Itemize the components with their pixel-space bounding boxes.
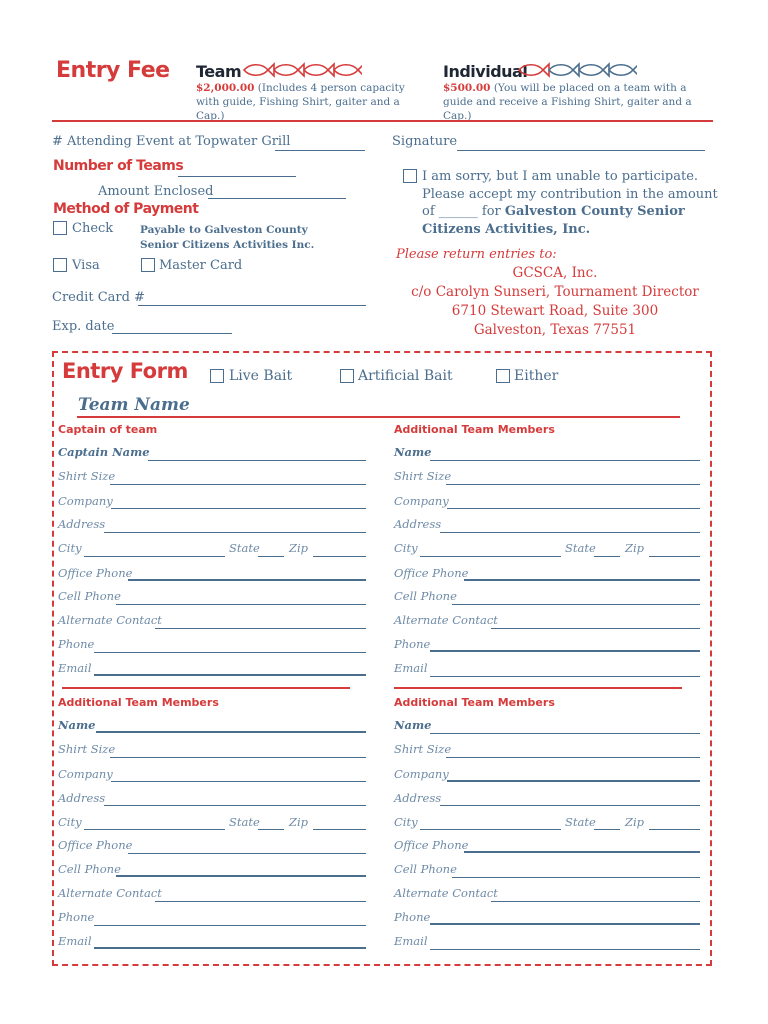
phone-field[interactable] (94, 652, 366, 653)
alternate-contact-label: Alternate Contact (394, 886, 498, 900)
cell-phone-label: Cell Phone (394, 589, 457, 603)
member-name-field[interactable] (430, 733, 700, 734)
city-label: City (58, 541, 82, 555)
city-label: City (394, 815, 418, 829)
phone-field[interactable] (430, 650, 700, 652)
cell-phone-label: Cell Phone (58, 862, 121, 876)
email-label: Email (58, 661, 92, 675)
company-label: Company (394, 767, 449, 781)
cell-phone-field[interactable] (116, 604, 366, 605)
member-name-label: Name (394, 445, 432, 459)
fish-icon (519, 64, 549, 76)
address-label: Address (394, 517, 442, 531)
office-phone-field[interactable] (464, 579, 700, 581)
state-label: State (229, 541, 260, 555)
alternate-contact-field[interactable] (491, 628, 700, 629)
credit-card-label: Credit Card # (52, 290, 145, 305)
credit-card-field[interactable] (138, 305, 366, 306)
office-phone-label: Office Phone (58, 838, 133, 852)
shirt-size-label: Shirt Size (58, 742, 116, 756)
address-field[interactable] (440, 532, 700, 533)
check-label: Check (72, 221, 114, 236)
city-field[interactable] (420, 829, 561, 830)
fish-icons-individual (517, 61, 637, 83)
company-field[interactable] (111, 508, 366, 509)
fish-icon (304, 64, 334, 76)
city-field[interactable] (420, 556, 561, 557)
either-label: Either (514, 368, 559, 384)
city-field[interactable] (84, 556, 225, 557)
live-bait-label: Live Bait (229, 368, 293, 384)
captain-name-field[interactable] (148, 460, 366, 461)
team-name-label: Team Name (78, 395, 190, 415)
number-of-teams-field[interactable] (178, 176, 296, 177)
phone-label: Phone (58, 637, 95, 651)
shirt-size-label: Shirt Size (58, 469, 116, 483)
attending-label: # Attending Event at Topwater Grill (52, 134, 291, 149)
zip-field[interactable] (313, 556, 366, 557)
zip-label: Zip (289, 815, 309, 829)
member-name-field[interactable] (96, 731, 366, 733)
zip-field[interactable] (649, 829, 700, 830)
cell-phone-label: Cell Phone (394, 862, 457, 876)
attending-field[interactable] (275, 150, 365, 151)
office-phone-field[interactable] (464, 851, 700, 853)
block-divider-right (394, 687, 682, 689)
member-name-field[interactable] (430, 460, 700, 461)
fish-icon (274, 64, 304, 76)
contribution-text: I am sorry, but I am unable to participate. Please accept my contribution in the amount of ______ for Galveston County Senior Citizens Activities, Inc. (422, 169, 718, 237)
visa-checkbox[interactable] (53, 258, 67, 272)
return-address: GCSCA, Inc. c/o Carolyn Sunseri, Tournament Director 6710 Stewart Road, Suite 300 Galveston, Texas 77551 (411, 265, 699, 338)
office-phone-label: Office Phone (58, 566, 133, 580)
alternate-contact-field[interactable] (155, 628, 366, 629)
amount-enclosed-field[interactable] (208, 198, 346, 199)
shirt-size-field[interactable] (110, 484, 366, 485)
entry-form-title: Entry Form (62, 359, 188, 383)
state-field[interactable] (258, 556, 284, 557)
either-checkbox[interactable] (496, 369, 510, 383)
team-fee-description: $2,000.00 (Includes 4 person capacity with guide, Fishing Shirt, gaiter and a Cap.) (196, 82, 405, 122)
signature-field[interactable] (457, 150, 705, 151)
phone-label: Phone (394, 637, 431, 651)
cell-phone-field[interactable] (452, 604, 700, 605)
member-heading: Additional Team Members (394, 696, 555, 709)
method-of-payment-label: Method of Payment (53, 201, 199, 217)
state-field[interactable] (594, 556, 620, 557)
shirt-size-field[interactable] (446, 757, 700, 758)
alternate-contact-label: Alternate Contact (394, 613, 498, 627)
individual-fee-description: $500.00 (You will be placed on a team with a guide and receive a Fishing Shirt, gaiter and a Cap.) (443, 82, 692, 122)
member-name-label: Name (58, 718, 96, 732)
zip-label: Zip (625, 815, 645, 829)
office-phone-field[interactable] (128, 853, 366, 854)
office-phone-label: Office Phone (394, 566, 469, 580)
block-divider-left (62, 687, 350, 689)
fish-icon (579, 64, 609, 76)
exp-date-label: Exp. date (52, 319, 115, 334)
city-label: City (394, 541, 418, 555)
member-heading: Additional Team Members (58, 696, 219, 709)
member-heading: Additional Team Members (394, 423, 555, 436)
captain-heading: Captain of team (58, 423, 158, 436)
state-field[interactable] (594, 829, 620, 830)
individual-fee-price: $500.00 (443, 82, 491, 94)
contribution-checkbox[interactable] (403, 169, 417, 183)
address-field[interactable] (104, 805, 366, 806)
email-field[interactable] (430, 676, 700, 677)
email-label: Email (58, 934, 92, 948)
company-field[interactable] (111, 781, 366, 782)
company-field[interactable] (447, 780, 700, 782)
fish-icon (244, 64, 274, 76)
company-field[interactable] (447, 508, 700, 509)
alternate-contact-label: Alternate Contact (58, 886, 162, 900)
office-phone-field[interactable] (128, 579, 366, 581)
member-block-3 (58, 695, 368, 957)
team-fee-label: Team (196, 62, 242, 81)
zip-label: Zip (625, 541, 645, 555)
zip-label: Zip (289, 541, 309, 555)
check-checkbox[interactable] (53, 221, 67, 235)
phone-label: Phone (394, 910, 431, 924)
email-field[interactable] (430, 949, 700, 950)
phone-field[interactable] (430, 923, 700, 925)
zip-field[interactable] (649, 556, 700, 557)
member-name-label: Name (394, 718, 432, 732)
amount-enclosed-label: Amount Enclosed (98, 184, 214, 199)
email-label: Email (394, 661, 428, 675)
alternate-contact-field[interactable] (155, 901, 366, 902)
header-divider (52, 120, 713, 122)
shirt-size-field[interactable] (446, 484, 700, 485)
mastercard-label: Master Card (159, 258, 243, 273)
visa-label: Visa (72, 258, 100, 273)
address-label: Address (58, 517, 106, 531)
exp-date-field[interactable] (112, 333, 232, 334)
email-field[interactable] (94, 674, 366, 676)
zip-field[interactable] (313, 829, 366, 830)
cell-phone-label: Cell Phone (58, 589, 121, 603)
city-label: City (58, 815, 82, 829)
return-heading: Please return entries to: (396, 247, 557, 262)
number-of-teams-label: Number of Teams (53, 158, 184, 174)
state-label: State (229, 815, 260, 829)
captain-block (58, 422, 368, 684)
address-label: Address (394, 791, 442, 805)
member-block-4 (394, 695, 704, 957)
cell-phone-field[interactable] (452, 877, 700, 878)
address-label: Address (58, 791, 106, 805)
phone-label: Phone (58, 910, 95, 924)
cell-phone-field[interactable] (116, 875, 366, 877)
live-bait-checkbox[interactable] (210, 369, 224, 383)
email-field[interactable] (94, 947, 366, 949)
team-name-field[interactable] (77, 416, 680, 418)
fish-icon (609, 64, 637, 76)
city-field[interactable] (84, 829, 225, 830)
address-field[interactable] (104, 532, 366, 533)
fish-icons-team (242, 61, 362, 83)
company-label: Company (58, 494, 113, 508)
state-field[interactable] (258, 829, 284, 830)
state-label: State (565, 815, 596, 829)
company-label: Company (58, 767, 113, 781)
company-label: Company (394, 494, 449, 508)
alternate-contact-label: Alternate Contact (58, 613, 162, 627)
alternate-contact-field[interactable] (491, 901, 700, 902)
state-label: State (565, 541, 596, 555)
payable-to-note: Payable to Galveston County Senior Citizens Activities Inc. (140, 224, 315, 251)
office-phone-label: Office Phone (394, 838, 469, 852)
phone-field[interactable] (94, 925, 366, 926)
signature-label: Signature (392, 134, 458, 149)
shirt-size-field[interactable] (110, 757, 366, 758)
team-fee-price: $2,000.00 (196, 82, 255, 94)
address-field[interactable] (440, 805, 700, 806)
captain-name-label: Captain Name (58, 445, 150, 459)
mastercard-checkbox[interactable] (141, 258, 155, 272)
entry-fee-title: Entry Fee (56, 58, 170, 83)
fish-icon (549, 64, 579, 76)
individual-fee-label: Individual (443, 62, 528, 81)
email-label: Email (394, 934, 428, 948)
member-block-2 (394, 422, 704, 684)
shirt-size-label: Shirt Size (394, 469, 452, 483)
shirt-size-label: Shirt Size (394, 742, 452, 756)
artificial-bait-label: Artificial Bait (358, 368, 453, 384)
artificial-bait-checkbox[interactable] (340, 369, 354, 383)
fish-icon (334, 64, 362, 76)
